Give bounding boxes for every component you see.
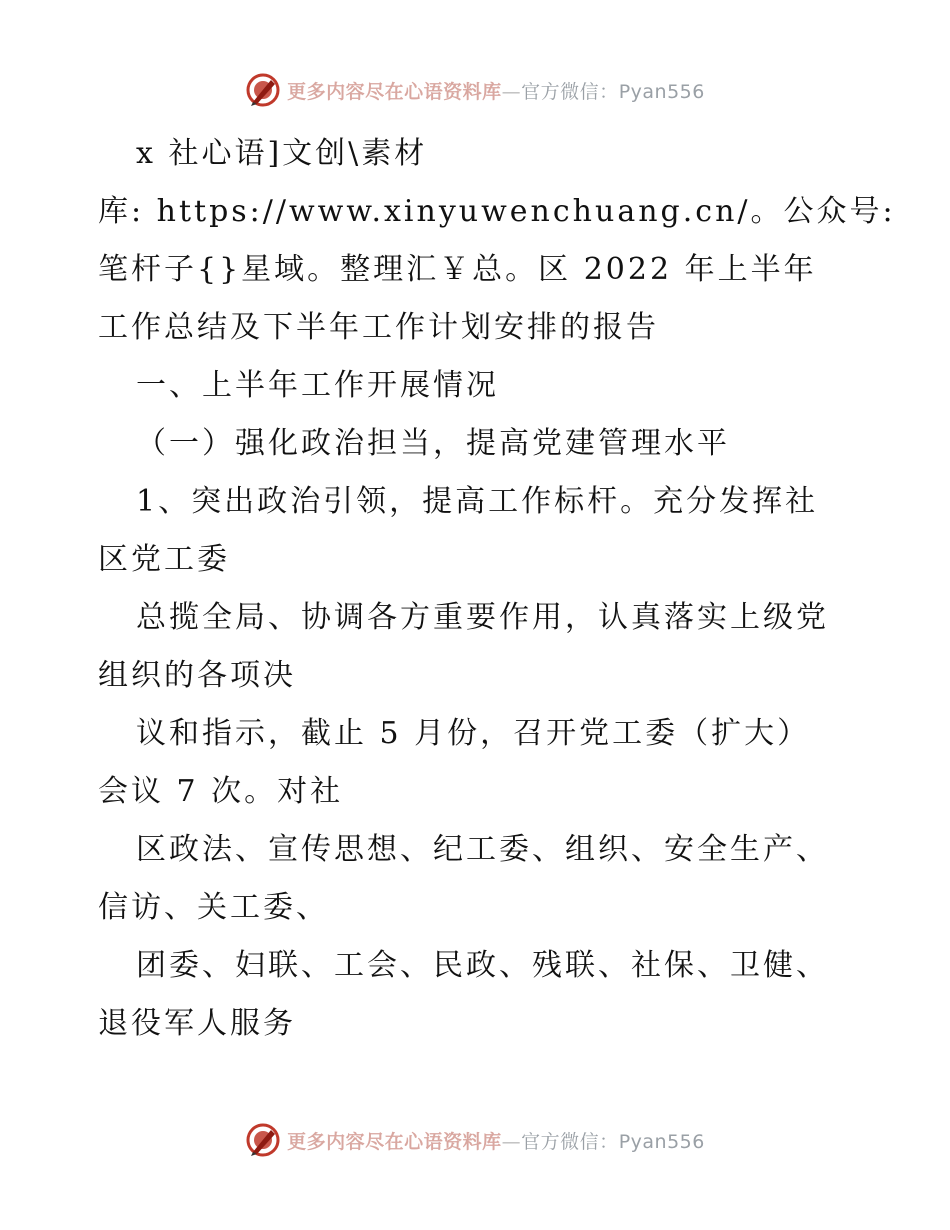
separator: — [501,80,522,103]
text-line: 组织的各项决 [98,658,296,693]
text-line: 库: https://www.xinyuwenchuang.cn/。公众号: [98,194,896,229]
wechat-label: 官方微信： [521,1130,619,1153]
text-line: 议和指示，截止 5 月份，召开党工委（扩大） [136,716,811,751]
wechat-id: Pyan556 [618,80,705,103]
header-watermark-banner [0,70,950,110]
text-line: 信访、关工委、 [98,890,329,925]
text-line: 工作总结及下半年工作计划安排的报告 [98,310,659,345]
footer-watermark-banner [0,1120,950,1160]
pen-logo-icon [245,1122,281,1158]
brand-text: 更多内容尽在心语资料库 [287,1130,502,1153]
text-line: 会议 7 次。对社 [98,774,344,809]
watermark-text [287,1127,705,1154]
text-line: 退役军人服务 [98,1006,296,1041]
section-heading: 一、上半年工作开展情况 [136,368,499,403]
text-line: 区政法、宣传思想、纪工委、组织、安全生产、 [136,832,829,867]
text-line: 1、突出政治引领，提高工作标杆。充分发挥社 [136,484,819,519]
wechat-label: 官方微信： [521,80,619,103]
separator: — [501,1130,522,1153]
text-line: 团委、妇联、工会、民政、残联、社保、卫健、 [136,948,829,983]
wechat-id: Pyan556 [618,1130,705,1153]
brand-text: 更多内容尽在心语资料库 [287,80,502,103]
text-line: 区党工委 [98,542,230,577]
text-line: 总揽全局、协调各方重要作用，认真落实上级党 [136,600,829,635]
subsection-heading: （一）强化政治担当，提高党建管理水平 [136,426,730,461]
watermark-text [287,77,705,104]
pen-logo-icon [245,72,281,108]
text-line: x 社心语]文创\素材 [136,136,428,171]
document-body [98,125,896,1053]
text-line: 笔杆子{}星域。整理汇￥总。区 2022 年上半年 [98,252,817,287]
